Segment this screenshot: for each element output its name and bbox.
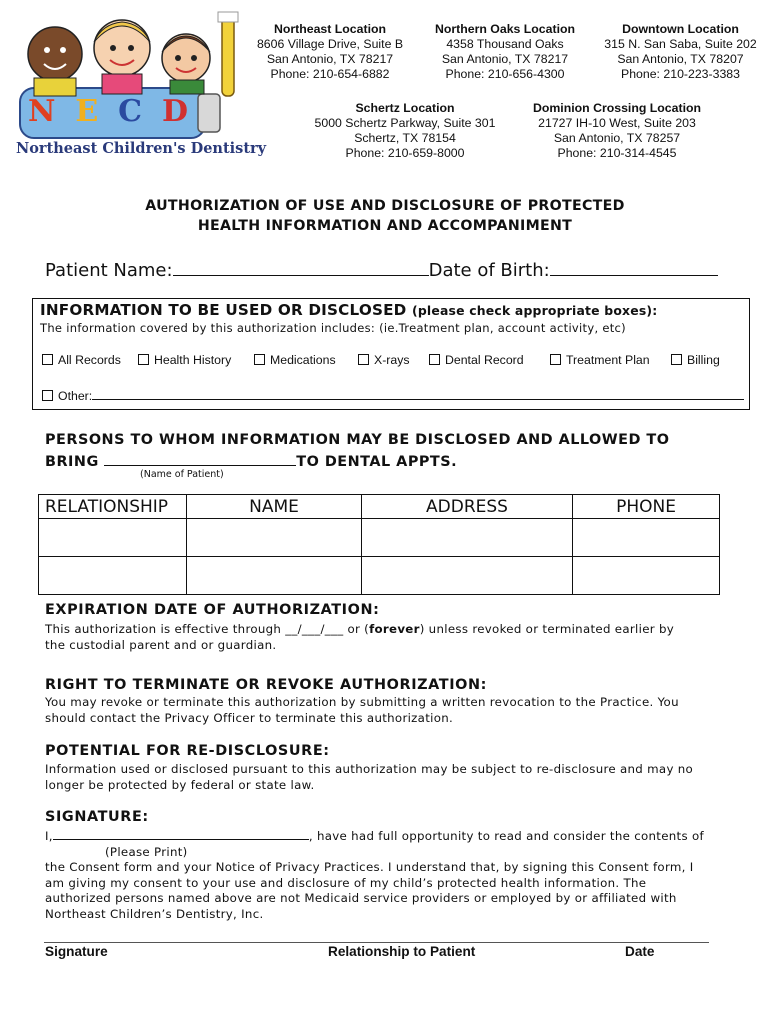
other-field[interactable] bbox=[92, 389, 744, 400]
table-row bbox=[39, 557, 720, 595]
location-downtown bbox=[598, 22, 763, 82]
checkbox-box[interactable] bbox=[671, 354, 682, 365]
expiration-text-b: ) unless revoked or terminated earlier by bbox=[419, 622, 675, 636]
checkbox-box[interactable] bbox=[254, 354, 265, 365]
location-name: Northeast Location bbox=[273, 22, 387, 36]
checkbox-other[interactable] bbox=[42, 389, 744, 403]
authorized-persons-table bbox=[38, 494, 720, 595]
phone-cell[interactable] bbox=[573, 519, 720, 557]
signature-text bbox=[45, 827, 704, 923]
table-row bbox=[39, 519, 720, 557]
date-label: Date bbox=[625, 944, 655, 959]
location-address: 8606 Village Drive, Suite B bbox=[256, 37, 404, 51]
location-address: 4358 Thousand Oaks bbox=[446, 37, 564, 51]
please-print-caption: (Please Print) bbox=[105, 844, 188, 859]
location-address: 315 N. San Saba, Suite 202 bbox=[604, 37, 757, 51]
location-dominion-crossing bbox=[522, 101, 712, 161]
checkbox-box[interactable] bbox=[429, 354, 440, 365]
patient-info-line bbox=[45, 258, 718, 281]
patient-name-label: Patient Name: bbox=[45, 260, 173, 281]
location-name: Northern Oaks Location bbox=[434, 22, 576, 36]
expiration-text-line: the custodial parent and or guardian. bbox=[45, 637, 277, 652]
checkbox-box[interactable] bbox=[42, 354, 53, 365]
location-city: Schertz, TX 78154 bbox=[354, 131, 456, 145]
checkbox-treatment-plan[interactable] bbox=[550, 353, 650, 367]
information-heading-note: (please check appropriate boxes): bbox=[412, 303, 658, 318]
signature-heading: SIGNATURE: bbox=[45, 809, 149, 825]
location-phone: Phone: 210-223-3383 bbox=[621, 67, 740, 81]
information-heading bbox=[40, 301, 657, 319]
phone-cell[interactable] bbox=[573, 557, 720, 595]
location-phone: Phone: 210-656-4300 bbox=[445, 67, 565, 81]
logo-name: Northeast Children's Dentistry bbox=[16, 140, 267, 157]
form-title-line: AUTHORIZATION OF USE AND DISCLOSURE OF PROTECTED bbox=[145, 198, 625, 214]
signature-text-line: authorized persons named above are not Medicaid service providers or employed by or affiliated with bbox=[45, 891, 677, 906]
checkbox-box[interactable] bbox=[550, 354, 561, 365]
checkbox-label: Treatment Plan bbox=[566, 353, 650, 367]
checkbox-label: Dental Record bbox=[445, 353, 524, 367]
location-city: San Antonio, TX 78217 bbox=[266, 52, 394, 66]
signature-prefix: I, bbox=[45, 829, 53, 843]
checkbox-box[interactable] bbox=[42, 390, 53, 401]
table-header-row bbox=[39, 495, 720, 519]
checkbox-label: X-rays bbox=[374, 353, 410, 367]
form-title bbox=[60, 197, 710, 236]
name-cell[interactable] bbox=[187, 519, 362, 557]
location-phone: Phone: 210-314-4545 bbox=[557, 146, 677, 160]
patient-name-field[interactable] bbox=[173, 258, 429, 276]
persons-heading bbox=[45, 431, 669, 472]
checkbox-label: All Records bbox=[58, 353, 121, 367]
location-northeast bbox=[250, 22, 410, 82]
checkbox-health-history[interactable] bbox=[138, 353, 231, 367]
checkbox-box[interactable] bbox=[358, 354, 369, 365]
terminate-text-line: should contact the Privacy Officer to terminate this authorization. bbox=[45, 710, 454, 725]
information-heading-text: INFORMATION TO BE USED OR DISCLOSED bbox=[40, 301, 407, 319]
logo-letter: D bbox=[161, 94, 188, 129]
redisclosure-text-line: longer be protected by federal or state law. bbox=[45, 777, 315, 792]
information-section bbox=[32, 298, 750, 410]
expiration-heading: EXPIRATION DATE OF AUTHORIZATION: bbox=[45, 602, 380, 618]
location-northern-oaks bbox=[425, 22, 585, 82]
logo-letter: C bbox=[118, 94, 143, 129]
persons-heading-line: PERSONS TO WHOM INFORMATION MAY BE DISCLOSED AND ALLOWED TO bbox=[45, 432, 670, 448]
column-header-name: NAME bbox=[187, 495, 362, 519]
redisclosure-text-line: Information used or disclosed pursuant to this authorization may be subject to re-disclosure and may no bbox=[45, 762, 694, 776]
checkbox-medications[interactable] bbox=[254, 353, 336, 367]
column-header-relationship: RELATIONSHIP bbox=[39, 495, 187, 519]
patient-name-bring-field[interactable] bbox=[104, 451, 296, 466]
logo-letter: E bbox=[75, 94, 99, 129]
dob-field[interactable] bbox=[550, 258, 718, 276]
expiration-forever: forever bbox=[369, 622, 420, 636]
terminate-text-line: You may revoke or terminate this authorization by submitting a written revocation to the Practice. You bbox=[45, 695, 679, 709]
name-cell[interactable] bbox=[187, 557, 362, 595]
terminate-heading: RIGHT TO TERMINATE OR REVOKE AUTHORIZATION: bbox=[45, 677, 488, 693]
checkbox-dental-record[interactable] bbox=[429, 353, 524, 367]
redisclosure-text bbox=[45, 762, 693, 793]
location-city: San Antonio, TX 78217 bbox=[441, 52, 569, 66]
expiration-text-a: This authorization is effective through __/___/___ or ( bbox=[45, 622, 370, 636]
practice-logo bbox=[10, 6, 267, 161]
signature-suffix: , have had full opportunity to read and consider the contents of bbox=[308, 829, 704, 843]
checkbox-all-records[interactable] bbox=[42, 353, 121, 367]
checkbox-xrays[interactable] bbox=[358, 353, 410, 367]
checkbox-label: Medications bbox=[270, 353, 336, 367]
location-name: Dominion Crossing Location bbox=[532, 101, 702, 115]
terminate-text bbox=[45, 695, 679, 726]
location-city: San Antonio, TX 78207 bbox=[617, 52, 744, 66]
persons-heading-suffix: TO DENTAL APPTS. bbox=[296, 453, 458, 470]
logo-letter: N bbox=[27, 94, 56, 129]
column-header-address: ADDRESS bbox=[362, 495, 573, 519]
location-address: 5000 Schertz Parkway, Suite 301 bbox=[314, 116, 496, 130]
information-subtext: The information covered by this authorization includes: (ie.Treatment plan, account activity, etc) bbox=[40, 321, 626, 335]
checkbox-box[interactable] bbox=[138, 354, 149, 365]
persons-heading-prefix: BRING bbox=[45, 453, 99, 470]
signature-line[interactable] bbox=[44, 942, 709, 943]
checkbox-label: Billing bbox=[687, 353, 720, 367]
checkbox-billing[interactable] bbox=[671, 353, 720, 367]
relationship-cell[interactable] bbox=[39, 519, 187, 557]
location-city: San Antonio, TX 78257 bbox=[553, 131, 681, 145]
guardian-name-field[interactable] bbox=[53, 827, 309, 840]
location-phone: Phone: 210-654-6882 bbox=[270, 67, 390, 81]
address-cell[interactable] bbox=[362, 519, 573, 557]
location-address: 21727 IH-10 West, Suite 203 bbox=[538, 116, 696, 130]
name-of-patient-caption: (Name of Patient) bbox=[140, 469, 224, 480]
signature-text-line: Northeast Children’s Dentistry, Inc. bbox=[45, 906, 264, 921]
signature-text-line: am giving my consent to your use and disclosure of my child’s protected health information. The bbox=[45, 875, 647, 890]
expiration-text bbox=[45, 622, 674, 653]
relationship-cell[interactable] bbox=[39, 557, 187, 595]
checkbox-label: Health History bbox=[154, 353, 232, 367]
signature-text-line: the Consent form and your Notice of Privacy Practices. I understand that, by signing this Consent form, I bbox=[45, 860, 694, 875]
redisclosure-heading: POTENTIAL FOR RE-DISCLOSURE: bbox=[45, 743, 330, 759]
relationship-to-patient-label: Relationship to Patient bbox=[328, 944, 476, 959]
location-phone: Phone: 210-659-8000 bbox=[345, 146, 465, 160]
location-name: Downtown Location bbox=[622, 22, 739, 36]
address-cell[interactable] bbox=[362, 557, 573, 595]
dob-label: Date of Birth: bbox=[428, 260, 550, 281]
checkbox-label: Other: bbox=[58, 389, 93, 403]
signature-label: Signature bbox=[45, 944, 108, 959]
column-header-phone: PHONE bbox=[573, 495, 720, 519]
form-title-line: HEALTH INFORMATION AND ACCOMPANIMENT bbox=[197, 217, 573, 234]
location-schertz bbox=[305, 101, 505, 161]
location-name: Schertz Location bbox=[355, 101, 455, 115]
